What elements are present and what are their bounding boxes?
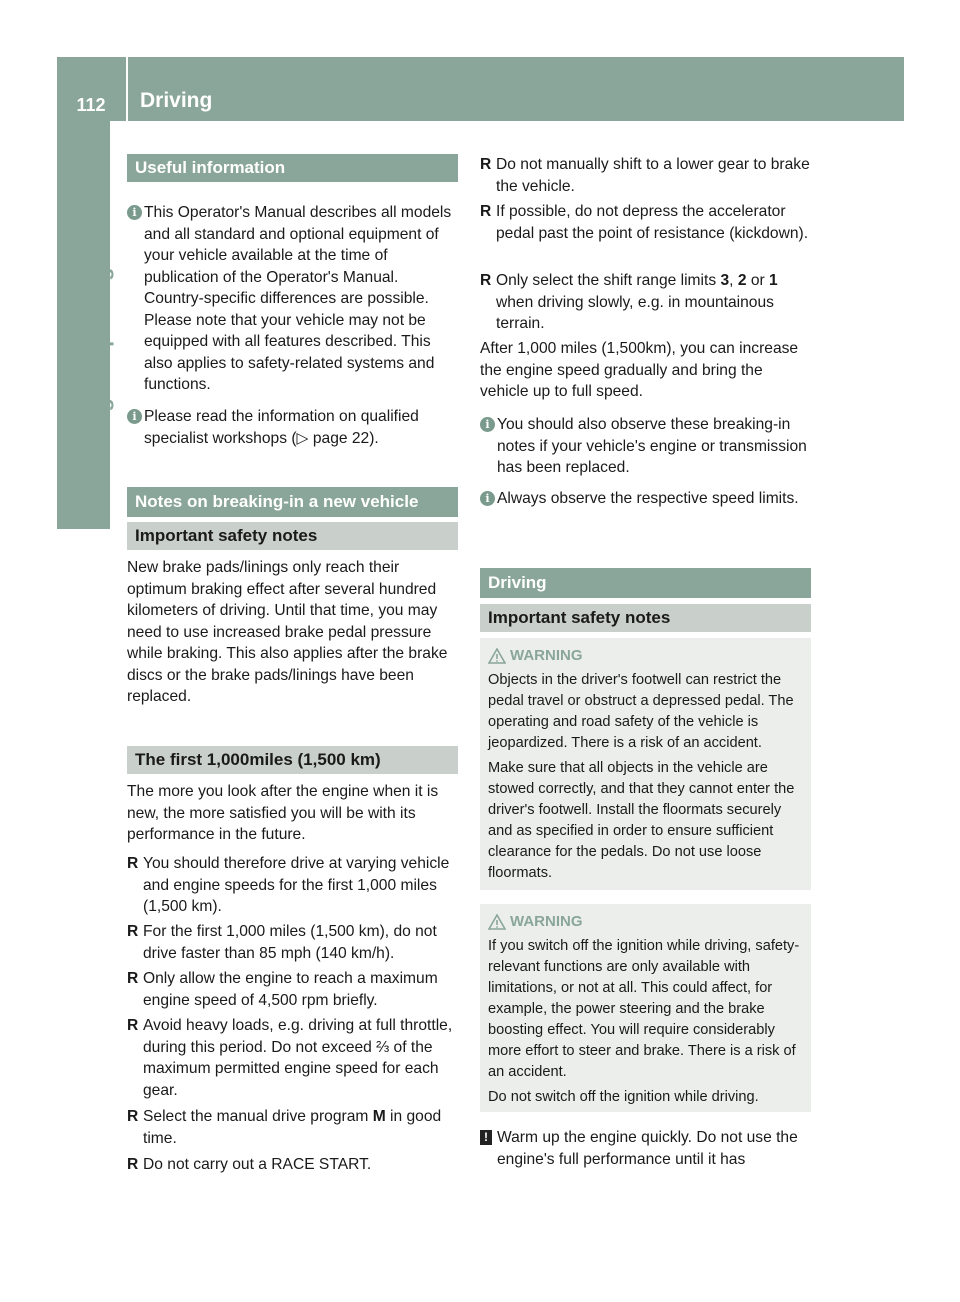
subsection-first-miles: The first 1,000miles (1,500 km): [127, 746, 458, 774]
list-item-text: in good time.: [143, 1108, 442, 1147]
bullet-marker: R: [127, 923, 139, 940]
warning-title: [510, 646, 803, 666]
first-miles-intro: The more you look after the engine when it is new, the more satisfied you will be with its performance in the future.: [127, 783, 439, 843]
info-icon: i: [127, 409, 142, 424]
range-limit: 3: [720, 272, 730, 289]
warning-box: [480, 904, 811, 1112]
list-item: [480, 270, 813, 335]
warning-label: WARNING: [510, 647, 583, 664]
info-icon: i: [480, 417, 495, 432]
warning-text: Make sure that all objects in the vehicle are stowed correctly, and that they cannot enter the driver's footwell. Install the floormats securely and as specified in order to ensure sufficient clearance for the pedals. Do not use loose floormats.: [488, 760, 795, 881]
bullet-marker: R: [127, 1156, 139, 1173]
range-limit: 1: [769, 272, 778, 289]
info-icon: i: [127, 205, 142, 220]
info-note: [127, 406, 460, 449]
warning-title: [510, 912, 803, 932]
caution-text: Warm up the engine quickly. Do not use the engine's full performance until it has: [497, 1129, 798, 1168]
list-item-text: If possible, do not depress the accelerator pedal past the point of resistance (kickdown).: [496, 203, 809, 242]
warning-triangle-icon: [488, 914, 506, 930]
warning-label: WARNING: [510, 913, 583, 930]
list-item-text: Avoid heavy loads, e.g. driving at full throttle, during this period. Do not exceed ⅔ of the maximum permitted engine speed for each gear.: [143, 1017, 453, 1099]
info-note-text: Always observe the respective speed limits.: [497, 490, 799, 507]
list-item: [127, 853, 461, 918]
section-breaking-in: Notes on breaking-in a new vehicle: [127, 487, 458, 517]
list-item-text: Do not manually shift to a lower gear to brake the vehicle.: [496, 156, 810, 195]
bullet-marker: R: [480, 272, 492, 289]
bullet-marker: R: [127, 855, 139, 872]
warning-box: [480, 638, 811, 890]
program-letter: M: [372, 1108, 386, 1125]
separator: or: [746, 272, 770, 289]
caution-note: [480, 1127, 813, 1170]
info-note-text: Please read the information on qualified specialist workshops (▷ page 22).: [144, 408, 419, 447]
info-note: [480, 414, 813, 479]
list-item: [127, 921, 461, 964]
bullet-marker: R: [127, 1108, 139, 1125]
list-item-text: Only select the shift range limits: [496, 272, 721, 289]
list-item-text: Only allow the engine to reach a maximum engine speed of 4,500 rpm briefly.: [143, 970, 438, 1009]
after-breaking-in-text: After 1,000 miles (1,500km), you can increase the engine speed gradually and bring the vehicle up to full speed.: [480, 340, 799, 400]
breaking-in-text: New brake pads/linings only reach their optimum braking effect after several hundred kilometers of driving. Until that time, you may need to use increased brake pedal pressure while braking. This also applies after the brake discs or the brake pads/linings have been replaced.: [127, 559, 448, 705]
list-item: [480, 154, 813, 197]
list-item: [127, 1106, 461, 1149]
list-item: [127, 968, 461, 1011]
page-number: 112: [76, 95, 106, 115]
subsection-safety-notes: Important safety notes: [127, 522, 458, 550]
bullet-marker: R: [480, 156, 492, 173]
bullet-marker: R: [480, 203, 492, 220]
warning-text: Objects in the driver's footwell can restrict the pedal travel or obstruct a depressed pedal. The operating and road safety of the vehicle is jeopardized. There is a risk of an accident.: [488, 672, 794, 751]
warning-triangle-icon: [488, 648, 506, 664]
bullet-marker: R: [127, 1017, 139, 1034]
section-useful-information: Useful information: [127, 154, 458, 182]
range-limit: 2: [737, 272, 747, 289]
warning-text: If you switch off the ignition while driving, safety-relevant functions are only available with limitations, or not at all. This could affect, for example, the power steering and the brake boosting effect. You will require considerably more effort to steer and brake. There is a risk of an accident.: [488, 938, 800, 1080]
list-item-text: Do not carry out a RACE START.: [143, 1156, 372, 1173]
warning-text: Do not switch off the ignition while driving.: [488, 1089, 759, 1105]
bullet-marker: R: [127, 970, 139, 987]
side-tab-label: Driving and parking: [89, 267, 114, 474]
info-icon: i: [480, 491, 495, 506]
list-item-text: For the first 1,000 miles (1,500 km), do not drive faster than 85 mph (140 km/h).: [143, 923, 437, 962]
info-note: [127, 202, 460, 396]
list-item: [127, 1154, 461, 1176]
list-item-text: You should therefore drive at varying vehicle and engine speeds for the first 1,000 miles (1,500 km).: [143, 855, 450, 915]
header-divider: [126, 57, 128, 121]
exclamation-icon: !: [480, 1130, 492, 1145]
list-item-text: when driving slowly, e.g. in mountainous terrain.: [496, 293, 774, 332]
list-item: [127, 1015, 461, 1101]
list-item-text: Select the manual drive program: [143, 1108, 373, 1125]
info-note-text: You should also observe these breaking-in notes if your vehicle's engine or transmission has been replaced.: [497, 416, 807, 476]
page-title: Driving: [140, 89, 213, 112]
separator: ,: [729, 272, 738, 289]
subsection-safety-notes: Important safety notes: [480, 604, 811, 632]
info-note-text: This Operator's Manual describes all models and all standard and optional equipment of your vehicle available at the time of publication of the Operator's Manual. Country-specific differences are possible. Please note that your vehicle may not be equipped with all features described. This also applies to safety-related systems and functions.: [144, 204, 452, 393]
info-note: [480, 488, 813, 510]
section-driving: Driving: [480, 568, 811, 598]
list-item: [480, 201, 813, 244]
